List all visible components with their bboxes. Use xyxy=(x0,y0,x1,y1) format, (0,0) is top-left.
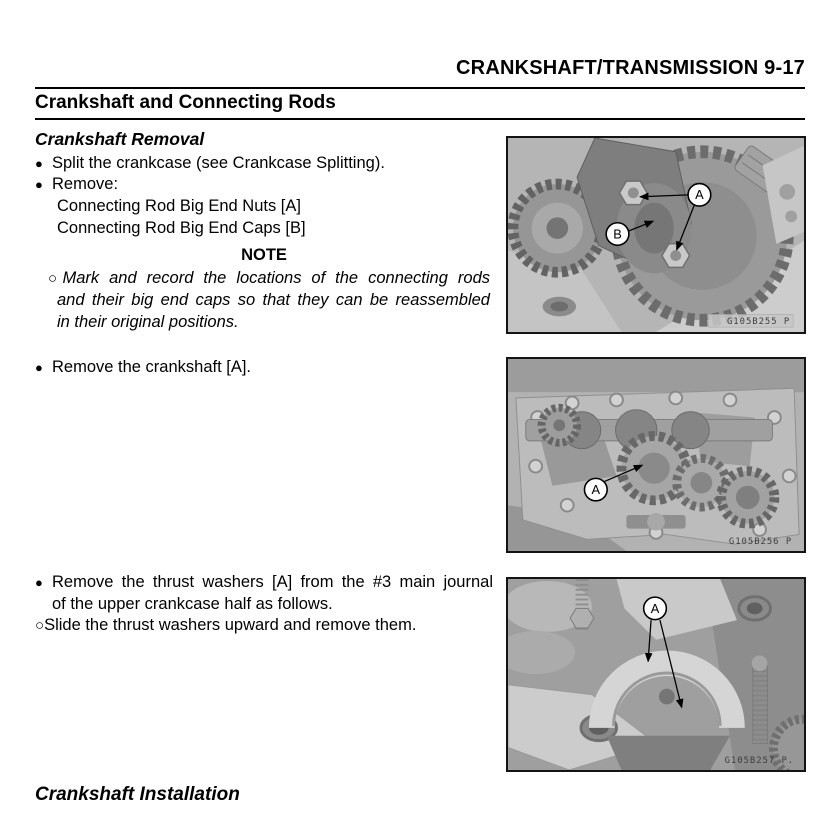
page-header-title: CRANKSHAFT/TRANSMISSION 9-17 xyxy=(456,57,805,79)
bullet-icon: ● xyxy=(35,177,43,193)
note-line: and their big end caps so that they can be reassembled xyxy=(57,290,490,309)
figure-crankshaft-big-end-photo xyxy=(506,136,806,334)
callout-b-letter: B xyxy=(613,226,622,242)
header-rule xyxy=(35,87,805,89)
step-text: Remove the crankshaft [A]. xyxy=(52,358,252,376)
step-remove xyxy=(35,174,493,196)
bullet-icon: ● xyxy=(35,360,43,375)
step-text-line: Remove the thrust washers [A] from the #3 main journal xyxy=(52,573,493,591)
figure-code: G105B257 P. xyxy=(724,756,795,767)
note-text: Mark and record the locations of the connecting rods xyxy=(62,269,490,288)
step-remove-thrust-washers xyxy=(35,572,493,637)
figure-2-image xyxy=(508,359,804,551)
note-line xyxy=(48,268,490,290)
step-remove-crankshaft xyxy=(35,357,510,379)
figure-3-image xyxy=(508,579,804,770)
step-text: Remove: xyxy=(52,175,119,194)
step-thrust-bullet-block xyxy=(35,572,493,615)
circle-bullet-icon: ○ xyxy=(35,617,45,635)
subsection-heading-crankshaft-installation: Crankshaft Installation xyxy=(35,784,240,800)
note-paragraph xyxy=(48,268,490,333)
clipped-next-heading xyxy=(35,784,455,800)
substep-text: Slide the thrust washers upward and remove them. xyxy=(44,616,417,635)
note-label: NOTE xyxy=(241,245,287,264)
substep-slide-washers xyxy=(35,615,493,637)
bullet-icon: ● xyxy=(35,575,43,590)
step-text: Split the crankcase (see Crankcase Splitting). xyxy=(52,153,385,172)
figure-code: G105B255 P xyxy=(726,317,791,328)
callout-a-letter: A xyxy=(591,482,601,497)
procedure-column xyxy=(35,129,493,333)
figure-thrust-washer-photo xyxy=(506,577,806,772)
subsection-heading-crankshaft-removal: Crankshaft Removal xyxy=(35,129,205,149)
step-text-line: of the upper crankcase half as follows. xyxy=(52,594,333,613)
remove-item-caps: Connecting Rod Big End Caps [B] xyxy=(57,218,306,237)
figure-crankcase-crankshaft-photo xyxy=(506,357,806,553)
note-line: in their original positions. xyxy=(57,312,239,331)
figure-1-image xyxy=(508,138,804,332)
step-split-crankcase xyxy=(35,153,493,175)
remove-item-nuts: Connecting Rod Big End Nuts [A] xyxy=(57,197,301,216)
callout-a-letter: A xyxy=(650,600,660,616)
circle-bullet-icon: ○ xyxy=(48,270,63,288)
section-title: Crankshaft and Connecting Rods xyxy=(35,92,336,113)
section-rule xyxy=(35,118,805,120)
callout-a-letter: A xyxy=(695,187,704,203)
figure-code: G105B256 P xyxy=(728,537,793,548)
bullet-icon: ● xyxy=(35,155,43,171)
